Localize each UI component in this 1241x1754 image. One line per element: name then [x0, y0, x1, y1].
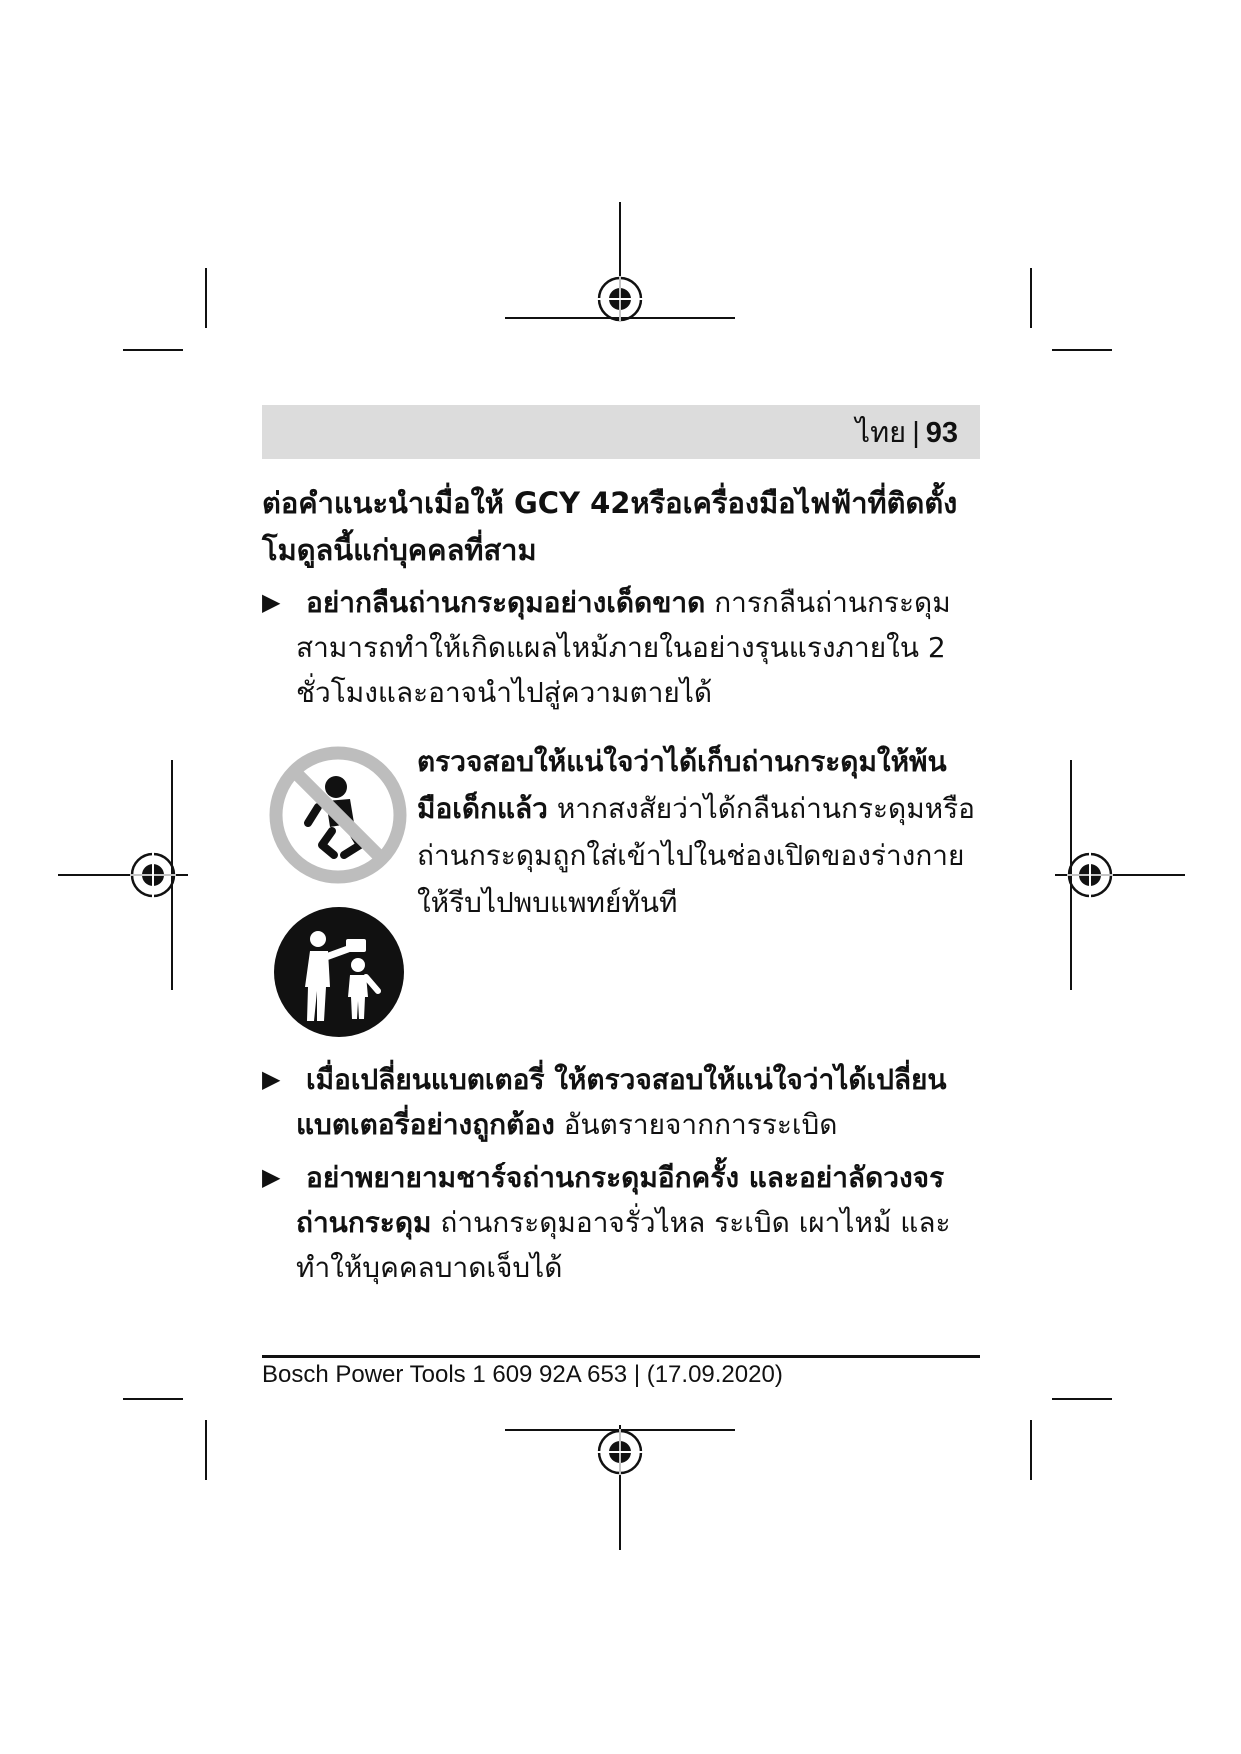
warning-bold-text: ตรวจสอบให้แน่ใจว่าได้เก็บถ่านกระดุมให้พ้นมือเด็กแล้ว	[417, 745, 947, 825]
warning-bullet	[262, 1057, 982, 1147]
no-swallow-battery-icon	[268, 745, 408, 885]
page-header-text	[855, 415, 958, 450]
section-heading: ต่อคำแนะนำเมื่อให้ GCY 42หรือเครื่องมือไฟฟ้าที่ติดตั้งโมดูลนี้แก่บุคคลที่สาม	[262, 486, 958, 567]
warning-bullet	[262, 580, 982, 715]
bullet-text: ถ่านกระดุมอาจรั่วไหล ระเบิด เผาไหม้ และทำให้บุคคลบาดเจ็บได้	[296, 1206, 951, 1284]
page-number: 93	[925, 417, 958, 449]
bullet-body	[262, 1057, 982, 1147]
bullet-bold-text: อย่ากลืนถ่านกระดุมอย่างเด็ดขาด	[306, 586, 706, 619]
bullet-text: การกลืนถ่านกระดุมสามารถทำให้เกิดแผลไหม้ภายในอย่างรุนแรงภายใน 2 ชั่วโมงและอาจนำไปสู่ความตายได้	[296, 586, 951, 709]
registration-mark-top	[505, 202, 735, 328]
crop-mark	[1030, 268, 1032, 328]
crop-mark	[1030, 1420, 1032, 1480]
crop-mark	[123, 349, 183, 351]
crop-mark	[1052, 1398, 1112, 1400]
bullet-marker: ▶	[262, 1163, 281, 1191]
crop-mark	[205, 1420, 207, 1480]
language-label: ไทย	[855, 417, 907, 449]
page-header	[262, 405, 980, 459]
registration-mark-bottom	[505, 1420, 735, 1550]
crop-mark	[205, 268, 207, 328]
header-separator: |	[912, 417, 920, 449]
bullet-body	[262, 1155, 982, 1290]
keep-away-from-children-icon	[272, 905, 406, 1039]
bullet-bold-text: เมื่อเปลี่ยนแบตเตอรี่ ให้ตรวจสอบให้แน่ใจว่าได้เปลี่ยนแบตเตอรี่อย่างถูกต้อง	[296, 1063, 947, 1141]
warning-text: หากสงสัยว่าได้กลืนถ่านกระดุมหรือถ่านกระดุมถูกใส่เข้าไปในช่องเปิดของร่างกาย ให้รีบไปพบแพทย์ทันที	[417, 792, 975, 919]
bullet-marker: ▶	[262, 1065, 281, 1093]
warning-bullet	[262, 1155, 982, 1290]
crop-mark	[123, 1398, 183, 1400]
bullet-text: อันตรายจากการระเบิด	[554, 1108, 838, 1141]
bullet-marker: ▶	[262, 588, 281, 616]
child-safety-warning	[417, 738, 977, 926]
page-footer: Bosch Power Tools 1 609 92A 653 | (17.09.2020)	[262, 1361, 783, 1388]
registration-mark-right	[1055, 760, 1185, 990]
bullet-body	[262, 580, 982, 715]
registration-mark-left	[58, 760, 188, 990]
bullet-bold-text: อย่าพยายามชาร์จถ่านกระดุมอีกครั้ง และอย่าลัดวงจรถ่านกระดุม	[296, 1161, 945, 1239]
crop-mark	[1052, 349, 1112, 351]
